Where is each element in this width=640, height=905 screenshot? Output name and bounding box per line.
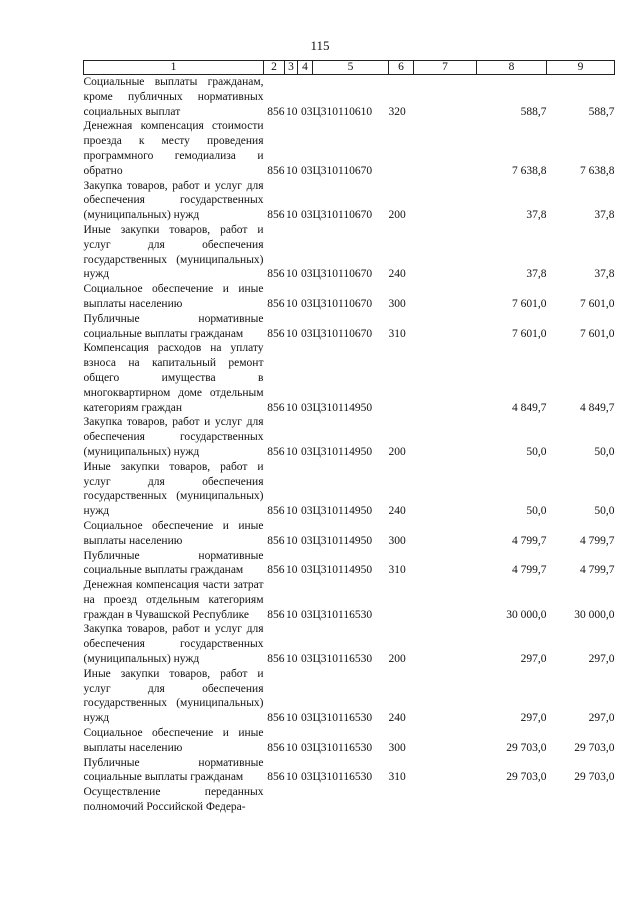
ministry-code: 856: [267, 534, 285, 547]
amount-col8: 297,0: [520, 712, 547, 725]
table-row: [84, 75, 615, 120]
amount-col7: [414, 341, 477, 415]
amount-col7: [414, 75, 477, 120]
section-code: 10: [286, 534, 298, 547]
ministry-code: 856: [267, 445, 285, 458]
row-name: Публичные нормативные социальные выплаты гражданам: [83, 312, 264, 340]
column-header: 2: [264, 61, 285, 75]
amount-col7: [414, 667, 477, 726]
subsection-code: 03: [301, 505, 313, 518]
amount-col9: [547, 785, 615, 815]
table-row: [84, 341, 615, 415]
target-article: Ц310116530: [312, 741, 373, 754]
subsection-code: 03: [301, 771, 313, 784]
amount-col7: [414, 622, 477, 666]
ministry-code: 856: [267, 741, 285, 754]
ministry-code: 856: [267, 712, 285, 725]
subsection-code: 03: [301, 608, 313, 621]
table-row: [84, 460, 615, 519]
subsection-code: 03: [301, 268, 313, 281]
column-number-row: [84, 61, 615, 75]
expense-type: 310: [388, 327, 406, 340]
ministry-code: 856: [267, 401, 285, 414]
target-article: Ц310114950: [312, 401, 373, 414]
amount-col8: 4 849,7: [512, 401, 547, 414]
table-row: [84, 785, 615, 815]
amount-col7: [414, 460, 477, 519]
subsection-code: 03: [301, 297, 313, 310]
section-code: 10: [286, 505, 298, 518]
expense-type: 240: [388, 268, 406, 281]
column-header: 4: [298, 61, 313, 75]
subsection-code: 03: [301, 534, 313, 547]
column-header: 1: [84, 61, 264, 75]
column-header: 5: [313, 61, 389, 75]
expense-type: [389, 785, 414, 815]
row-name: Иные закупки товаров, работ и услуг для обеспечения государственных (муниципальных) нужд: [83, 223, 264, 281]
section-code: 10: [286, 771, 298, 784]
target-article: [313, 785, 389, 815]
expense-type: 200: [388, 209, 406, 222]
target-article: Ц310110610: [312, 105, 373, 118]
amount-col8: [477, 785, 547, 815]
expense-type: 320: [388, 105, 406, 118]
amount-col9: 7 638,8: [580, 164, 615, 177]
amount-col9: 29 703,0: [574, 741, 615, 754]
target-article: Ц310110670: [312, 268, 373, 281]
subsection-code: 03: [301, 164, 313, 177]
table-row: [84, 578, 615, 622]
target-article: Ц310114950: [312, 564, 373, 577]
amount-col8: 37,8: [526, 268, 547, 281]
target-article: Ц310114950: [312, 445, 373, 458]
subsection-code: 03: [301, 327, 313, 340]
amount-col7: [414, 726, 477, 756]
row-name: Иные закупки товаров, работ и услуг для обеспечения государственных (муниципальных) нужд: [83, 460, 264, 518]
section-code: 10: [286, 445, 298, 458]
row-name: Осуществление переданных полномочий Российской Федера-: [83, 786, 264, 814]
expense-type: 240: [388, 505, 406, 518]
amount-col8: 50,0: [526, 505, 547, 518]
amount-col9: 297,0: [588, 712, 615, 725]
amount-col9: 4 799,7: [580, 534, 615, 547]
section-code: 10: [286, 268, 298, 281]
amount-col9: 588,7: [588, 105, 615, 118]
ministry-code: 856: [267, 653, 285, 666]
row-name: Социальное обеспечение и иные выплаты населению: [83, 519, 264, 547]
row-name: Иные закупки товаров, работ и услуг для обеспечения государственных (муниципальных) нужд: [83, 667, 264, 725]
amount-col8: 4 799,7: [512, 564, 547, 577]
amount-col9: 30 000,0: [574, 608, 615, 621]
ministry-code: [264, 785, 285, 815]
column-header: 3: [285, 61, 298, 75]
amount-col9: 4 849,7: [580, 401, 615, 414]
section-code: 10: [286, 712, 298, 725]
row-name: Компенсация расходов на уплату взноса на капитальный ремонт общего имущества в многоквартирном доме отдельным категориям граждан: [83, 342, 264, 414]
subsection-code: 03: [301, 741, 313, 754]
amount-col7: [414, 415, 477, 459]
page-number: 115: [310, 38, 330, 53]
amount-col7: [414, 312, 477, 342]
section-code: 10: [286, 105, 298, 118]
section-code: 10: [286, 741, 298, 754]
expense-type: 240: [388, 712, 406, 725]
ministry-code: 856: [267, 105, 285, 118]
amount-col9: 297,0: [588, 653, 615, 666]
expense-type: 310: [388, 771, 406, 784]
table-row: [84, 312, 615, 342]
amount-col8: 297,0: [520, 653, 547, 666]
table-row: [84, 622, 615, 666]
subsection-code: [298, 785, 313, 815]
expense-type: 300: [388, 741, 406, 754]
row-name: Закупка товаров, работ и услуг для обеспечения государственных (муниципальных) нужд: [83, 416, 264, 458]
amount-col9: 4 799,7: [580, 564, 615, 577]
section-code: 10: [286, 297, 298, 310]
expense-type: 200: [388, 653, 406, 666]
amount-col8: 7 601,0: [512, 327, 547, 340]
section-code: 10: [286, 608, 298, 621]
target-article: Ц310114950: [312, 534, 373, 547]
table-row: [84, 667, 615, 726]
amount-col7: [414, 223, 477, 282]
section-code: 10: [286, 327, 298, 340]
table-row: [84, 549, 615, 579]
table-row: [84, 519, 615, 549]
ministry-code: 856: [267, 505, 285, 518]
table-row: [84, 415, 615, 459]
row-name: Социальное обеспечение и иные выплаты населению: [83, 283, 264, 310]
expense-type: 310: [388, 564, 406, 577]
amount-col9: 37,8: [594, 209, 615, 222]
table-row: [84, 179, 615, 223]
expense-type: 300: [388, 297, 406, 310]
amount-col8: 4 799,7: [512, 534, 547, 547]
amount-col7: [414, 785, 477, 815]
amount-col8: 588,7: [520, 105, 547, 118]
row-name: Закупка товаров, работ и услуг для обеспечения государственных (муниципальных) нужд: [83, 179, 264, 222]
column-header: 6: [389, 61, 414, 75]
target-article: Ц310116530: [312, 712, 373, 725]
target-article: Ц310110670: [312, 327, 373, 340]
amount-col8: 50,0: [526, 445, 547, 458]
amount-col7: [414, 549, 477, 579]
amount-col9: 50,0: [594, 505, 615, 518]
table-row: [84, 282, 615, 312]
amount-col9: 7 601,0: [580, 327, 615, 340]
column-header: 9: [547, 61, 615, 75]
subsection-code: 03: [301, 564, 313, 577]
row-name: Социальные выплаты гражданам, кроме публичных нормативных социальных выплат: [83, 76, 264, 118]
amount-col8: 37,8: [526, 209, 547, 222]
target-article: Ц310110670: [312, 297, 373, 310]
amount-col8: 7 638,8: [512, 164, 547, 177]
amount-col7: [414, 519, 477, 549]
amount-col8: 30 000,0: [506, 608, 547, 621]
subsection-code: 03: [301, 401, 313, 414]
table-row: [84, 726, 615, 756]
target-article: Ц310116530: [312, 771, 373, 784]
subsection-code: 03: [301, 712, 313, 725]
amount-col9: 7 601,0: [580, 297, 615, 310]
expense-type: [389, 341, 414, 415]
amount-col9: 37,8: [594, 268, 615, 281]
subsection-code: 03: [301, 105, 313, 118]
target-article: Ц310116530: [312, 608, 373, 621]
ministry-code: 856: [267, 564, 285, 577]
row-name: Закупка товаров, работ и услуг для обеспечения государственных (муниципальных) нужд: [83, 623, 264, 666]
amount-col7: [414, 756, 477, 786]
ministry-code: 856: [267, 327, 285, 340]
section-code: 10: [286, 209, 298, 222]
section-code: [285, 785, 298, 815]
subsection-code: 03: [301, 445, 313, 458]
expense-type: [389, 578, 414, 622]
ministry-code: 856: [267, 209, 285, 222]
table-row: [84, 119, 615, 178]
column-header: 8: [477, 61, 547, 75]
column-header: 7: [414, 61, 477, 75]
table-row: [84, 756, 615, 786]
amount-col8: 7 601,0: [512, 297, 547, 310]
row-name: Денежная компенсация части затрат на проезд отдельным категориям граждан в Чувашской Республике: [83, 579, 264, 621]
table-row: [84, 223, 615, 282]
expense-type: 300: [388, 534, 406, 547]
table-body: [84, 75, 615, 815]
ministry-code: 856: [267, 268, 285, 281]
subsection-code: 03: [301, 653, 313, 666]
target-article: Ц310116530: [312, 653, 373, 666]
amount-col9: 50,0: [594, 445, 615, 458]
amount-col8: 29 703,0: [506, 771, 547, 784]
amount-col7: [414, 119, 477, 178]
ministry-code: 856: [267, 608, 285, 621]
expense-type: 200: [388, 445, 406, 458]
budget-table: [83, 60, 615, 815]
ministry-code: 856: [267, 297, 285, 310]
section-code: 10: [286, 564, 298, 577]
section-code: 10: [286, 653, 298, 666]
row-name: Денежная компенсация стоимости проезда к месту проведения программного гемодиализа и обратно: [83, 120, 264, 177]
section-code: 10: [286, 401, 298, 414]
amount-col7: [414, 179, 477, 223]
amount-col9: 29 703,0: [574, 771, 615, 784]
target-article: Ц310110670: [312, 209, 373, 222]
row-name: Публичные нормативные социальные выплаты гражданам: [83, 756, 264, 784]
expense-type: [389, 119, 414, 178]
row-name: Публичные нормативные социальные выплаты гражданам: [83, 549, 264, 577]
ministry-code: 856: [267, 771, 285, 784]
row-name: Социальное обеспечение и иные выплаты населению: [83, 727, 264, 754]
target-article: Ц310114950: [312, 505, 373, 518]
amount-col8: 29 703,0: [506, 741, 547, 754]
target-article: Ц310110670: [312, 164, 373, 177]
amount-col7: [414, 578, 477, 622]
ministry-code: 856: [267, 164, 285, 177]
section-code: 10: [286, 164, 298, 177]
amount-col7: [414, 282, 477, 312]
subsection-code: 03: [301, 209, 313, 222]
